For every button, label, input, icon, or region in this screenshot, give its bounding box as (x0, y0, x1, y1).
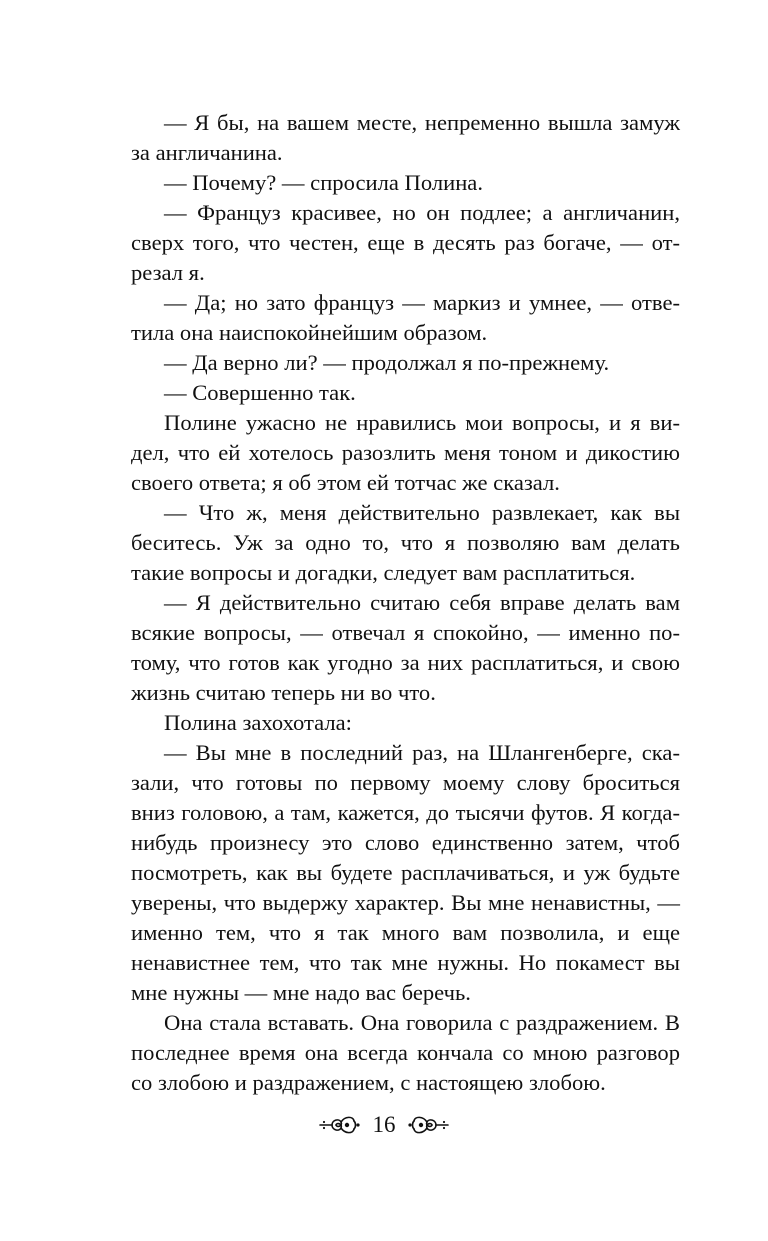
paragraph: — Я бы, на вашем месте, непременно вышла замуж за англичанина. (131, 110, 680, 165)
paragraph: — Что ж, меня действительно развлекает, как вы беситесь. Уж за одно то, что я позволяю вам делать такие вопросы и догадки, следует вам расплатиться. (131, 500, 680, 585)
paragraph: — Да верно ли? — продолжал я по-прежнему. (164, 350, 610, 375)
paragraph: — Я действительно считаю себя вправе делать вам всякие вопросы, — отвечал я спокойно, — именно потому, что готов как угодно за них расплатиться, и свою жизнь считаю теперь ни во что. (131, 590, 680, 705)
page-number: 16 (372, 1112, 396, 1137)
paragraph: Полина захохотала: (164, 710, 352, 735)
paragraph: — Почему? — спросила Полина. (164, 170, 483, 195)
paragraph: Полине ужасно не нравились мои вопросы, и я видел, что ей хотелось разозлить меня тоном и дикостию своего ответа; я об этом ей тотчас же сказал. (131, 410, 680, 495)
paragraph: — Совершенно так. (164, 380, 356, 405)
flourish-right-icon (406, 1113, 450, 1137)
page-footer (0, 1108, 768, 1142)
paragraph: Она стала вставать. Она говорила с раздражением. В последнее время она всегда кончала со мною разговор со злобою и раздражением, с настоящею злобою. (131, 1010, 680, 1095)
flourish-left-icon (318, 1113, 362, 1137)
paragraph: — Вы мне в последний раз, на Шлангенберге, сказали, что готовы по первому моему слову броситься вниз головою, а там, кажется, до тысячи футов. Я когда-нибудь произнесу это слово единственно затем, чтоб посмотреть, как вы будете расплачиваться, и уж будьте уверены, что выдержу характер. Вы мне ненавистны, — именно тем, что я так много вам позволила, и еще ненавистнее тем, что так мне нужны. Но покамест вы мне нужны — мне надо вас беречь. (131, 740, 680, 1005)
paragraph: — Француз красивее, но он подлее; а англичанин, сверх того, что честен, еще в десять раз богаче, — отрезал я. (131, 200, 680, 285)
body-text (131, 108, 680, 1098)
paragraph: — Да; но зато француз — маркиз и умнее, — ответила она наиспокойнейшим образом. (131, 290, 680, 345)
